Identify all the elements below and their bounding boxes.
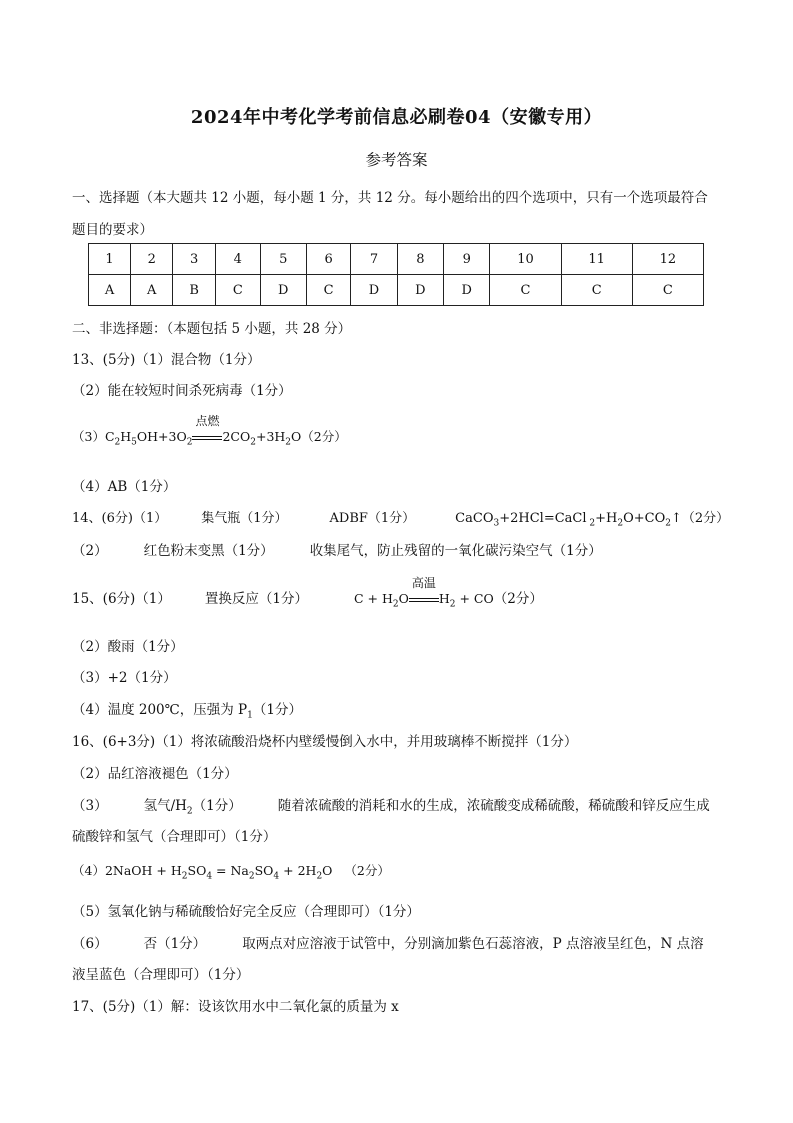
answer-cell: A xyxy=(131,275,173,306)
page-subtitle: 参考答案 xyxy=(365,151,428,169)
reaction-condition-mark: 点燃 xyxy=(192,429,222,444)
page-title: 2024年中考化学考前信息必刷卷04（安徽专用） xyxy=(190,107,603,128)
answer-cell: D xyxy=(397,275,443,306)
q13-part2: （2）能在较短时间杀死病毒（1分） xyxy=(72,383,292,399)
q14-part2: （2） 红色粉末变黑（1分） 收集尾气，防止残留的一氧化碳污染空气（1分） xyxy=(72,543,602,559)
q13-part4: （4）AB（1分） xyxy=(72,479,177,495)
q14-part1: 14、(6分)（1） 集气瓶（1分） ADBF（1分） CaCO$_3$+2HCl=CaCl $_2+H_2O+CO_2↑(2$分） xyxy=(72,511,730,529)
answer-cell: A xyxy=(89,275,131,306)
answer-cell: C xyxy=(561,275,632,306)
question-number-cell: 6 xyxy=(306,244,350,275)
q15-part4: （4）温度 200℃，压强为 $P_1(1$分） xyxy=(72,702,302,721)
q13-part1: 13、(5分)（1）混合物（1分） xyxy=(72,352,261,368)
q15-equation: $C + H_2O$ 高温 $H_2$ + CO xyxy=(353,576,494,610)
answer-cell: D xyxy=(351,275,397,306)
question-number-cell: 9 xyxy=(444,244,490,275)
question-number-cell: 8 xyxy=(397,244,443,275)
question-number-cell: 5 xyxy=(260,244,306,275)
reaction-condition-mark: 高温 xyxy=(409,591,439,606)
answer-table-answer-row xyxy=(89,275,704,306)
question-number-cell: 4 xyxy=(216,244,260,275)
q16-part4-equation: （4）2NaOH + $H_2SO_4 = Na_2SO_4 + 2H_2O$ （2分） xyxy=(72,863,390,882)
q15-part2: （2）酸雨（1分） xyxy=(72,639,184,655)
question-number-cell: 2 xyxy=(131,244,173,275)
q15-part1: 15、(6分)（1） 置换反应（1分） $C + H_2O$ 高温 $H_2 + CO(2$分） xyxy=(72,576,543,610)
q16-part3-line2: 硫酸锌和氢气（合理即可）（1分） xyxy=(72,829,277,845)
q16-part6-line1: （6） 否（1分） 取两点对应溶液于试管中，分别滴加紫色石蕊溶液，P 点溶液呈红色，N 点溶 xyxy=(72,936,704,952)
answer-table xyxy=(88,243,704,306)
answer-cell: C xyxy=(216,275,260,306)
question-number-cell: 7 xyxy=(351,244,397,275)
q17-part1: 17、(5分)（1）解：设该饮用水中二氧化氯的质量为 x xyxy=(72,999,399,1015)
q16-part6-line2: 液呈蓝色（合理即可）（1分） xyxy=(72,967,250,983)
section2-heading: 二、非选择题：（本题包括 5 小题，共 28 分） xyxy=(72,321,352,337)
section1-heading-line2: 题目的要求） xyxy=(72,222,153,238)
answer-cell: C xyxy=(632,275,703,306)
question-number-cell: 11 xyxy=(561,244,632,275)
answer-cell: D xyxy=(444,275,490,306)
answer-table-number-row xyxy=(89,244,704,275)
q13-part3-equation: $(3)C_2H_5OH+3O_2$ 点燃 $2CO_2+3H_2O(2$分） xyxy=(72,414,347,448)
answer-cell: C xyxy=(306,275,350,306)
q16-part3-line1: （3） 氢气$/H_2(1$分） 随着浓硫酸的消耗和水的生成，浓硫酸变成稀硫酸，稀硫酸和锌反应生成 xyxy=(72,798,710,817)
answer-cell: C xyxy=(490,275,561,306)
question-number-cell: 3 xyxy=(173,244,216,275)
answer-cell: B xyxy=(173,275,216,306)
question-number-cell: 12 xyxy=(632,244,703,275)
question-number-cell: 10 xyxy=(490,244,561,275)
q15-part3: （3）+2（1分） xyxy=(72,670,177,686)
q16-part5: （5）氢氧化钠与稀硫酸恰好完全反应（合理即可）（1分） xyxy=(72,904,420,920)
q14-equation: CaCO$_3$+2HCl=CaCl $_2+H_2O+CO_2$ xyxy=(455,511,671,529)
answer-cell: D xyxy=(260,275,306,306)
q16-part2: （2）品红溶液褪色（1分） xyxy=(72,766,238,782)
question-number-cell: 1 xyxy=(89,244,131,275)
q16-part1: 16、(6+3分)（1）将浓硫酸沿烧杯内壁缓慢倒入水中，并用玻璃棒不断搅拌（1分） xyxy=(72,734,578,750)
section1-heading-line1: 一、选择题（本大题共 12 小题，每小题 1 分，共 12 分。每小题给出的四个选项中，只有一个选项最符合 xyxy=(72,190,708,206)
